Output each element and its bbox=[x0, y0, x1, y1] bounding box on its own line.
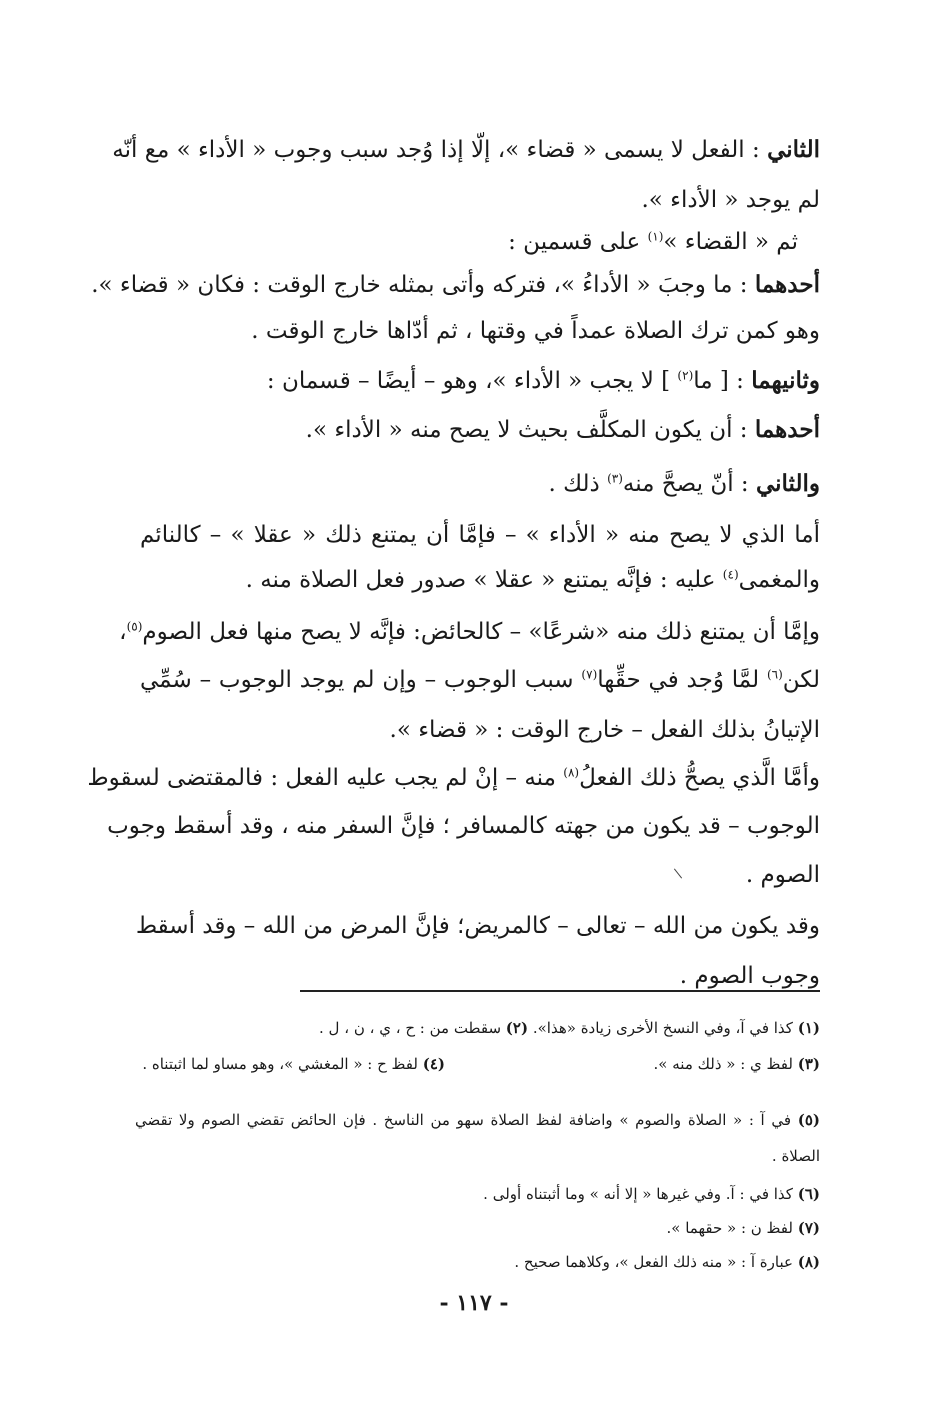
section-marker: الثاني bbox=[767, 136, 820, 163]
footnote-line: الصلاة . bbox=[771, 1147, 820, 1165]
section-marker: أحدهما bbox=[754, 271, 820, 298]
footnote-separator bbox=[300, 990, 820, 992]
footnote-line: (٣) لفظ ي : « ذلك منه ». bbox=[653, 1055, 820, 1073]
text-line: لكن$^{(٦)}$ لمَّا وُجد في حقِّها$^{(٧)}$ سبب الوجوب – وإن لم يوجد الوجوب – سُمِّي bbox=[140, 667, 820, 693]
text-line: وإمَّا أن يمتنع ذلك منه «شرعًا» – كالحائض: فإنَّه لا يصح منها فعل الصوم$^{(٥)}$، bbox=[119, 619, 820, 645]
footnote-line: (٨) عبارة آ : « منه ذلك الفعل »، وكلاهما صحيح . bbox=[514, 1253, 820, 1271]
text-line: الوجوب – قد يكون من جهته كالمسافر ؛ فإنَّ السفر منه ، وقد أسقط وجوب bbox=[107, 813, 820, 839]
section-marker: أحدهما bbox=[754, 416, 820, 443]
footnote-line: (٧) لفظ ن : « حقهما ». bbox=[666, 1219, 820, 1237]
text-line: وثانيهما : [ ما$^{(٢)}$ ] لا يجب « الأداء »، وهو – أيضًا – قسمان : bbox=[266, 367, 820, 394]
text-line: وقد يكون من الله – تعالى – كالمريض؛ فإنَّ المرض من الله – وقد أسقط bbox=[135, 913, 820, 939]
text-line: والثاني : أنّ يصحَّ منه$^{(٣)}$ ذلك . bbox=[548, 470, 820, 497]
section-marker: والثاني bbox=[755, 470, 820, 497]
footnote-line: (٦) كذا في : آ. وفي غيرها « إلا أنه » وما أثبتناه أولى . bbox=[483, 1185, 820, 1203]
footnote-ref[interactable]: (٢) bbox=[677, 368, 694, 383]
text-line: والمغمى$^{(٤)}$ عليه : فإنَّه يمتنع « عقلا » صدور فعل الصلاة منه . bbox=[245, 567, 820, 593]
text-line: أحدهما : ما وجبَ « الأداءُ »، فتركه وأتى بمثله خارج الوقت : فكان « قضاء ». bbox=[91, 271, 820, 298]
footnote-ref[interactable]: (٥) bbox=[126, 619, 143, 634]
footnote-ref[interactable]: (٨) bbox=[563, 765, 580, 780]
text-line: وجوب الصوم . bbox=[679, 963, 820, 989]
text-line: ثم « القضاء »$^{(١)}$ على قسمين : bbox=[508, 229, 798, 255]
footnote-line: (١) كذا في آ، وفي النسخ الأخرى زيادة «هذا». (٢) سقطت من : ح ، ي ، ن ، ل . bbox=[319, 1019, 820, 1037]
section-marker: وثانيهما bbox=[751, 367, 820, 394]
footnote-line: (٤) لفظ ح : « المغشي »، وهو مساو لما اثبتناه . bbox=[142, 1055, 445, 1073]
footnote-ref[interactable]: (٤) bbox=[722, 567, 739, 582]
text-line: وهو كمن ترك الصلاة عمداً في وقتها ، ثم أدّاها خارج الوقت . bbox=[251, 318, 820, 344]
text-line: أحدهما : أن يكون المكلَّف بحيث لا يصح منه « الأداء ». bbox=[305, 416, 820, 443]
text-line: الثاني : الفعل لا يسمى « قضاء »، إلّا إذا وُجد سبب وجوب « الأداء » مع أنّه bbox=[112, 136, 820, 163]
text-line: الإتيانُ بذلك الفعل – خارج الوقت : « قضاء ». bbox=[389, 717, 820, 743]
page-number: - ١١٧ - bbox=[439, 1290, 509, 1316]
text-line: الصوم . bbox=[745, 862, 820, 888]
footnote-ref[interactable]: (٣) bbox=[607, 471, 623, 486]
text-line: أما الذي لا يصح منه « الأداء » – فإمَّا أن يمتنع ذلك « عقلا » – كالنائم bbox=[140, 522, 820, 548]
text-line: وأمَّا الَّذي يصحُّ ذلك الفعلُ$^{(٨)}$ منه – إنْ لم يجب عليه الفعل : فالمقتضى لسقوط bbox=[87, 765, 820, 791]
footnote-ref[interactable]: (٦) bbox=[766, 667, 783, 682]
footnote-ref[interactable]: (١) bbox=[647, 229, 664, 244]
footnote-ref[interactable]: (٧) bbox=[581, 667, 598, 682]
text-line: لم يوجد « الأداء ». bbox=[641, 187, 820, 213]
footnote-line: (٥) في آ : « الصلاة والصوم » واضافة لفظ الصلاة سهو من الناسخ . فإن الحائض تقضي الصوم ولا تقضي bbox=[135, 1111, 820, 1129]
stray-pen-mark bbox=[674, 868, 682, 878]
